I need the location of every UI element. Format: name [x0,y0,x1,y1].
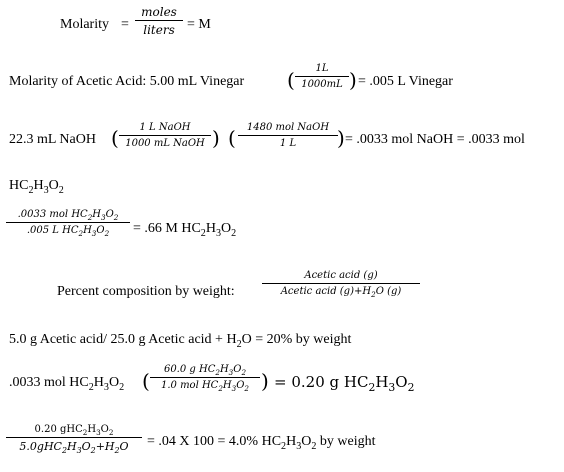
molarity-numerator: moles [141,5,177,19]
molarity-calc-denominator: .005 L $HC_2H_3O_2$ [26,225,110,238]
paren-open: ( [228,126,236,150]
acetic-fraction [295,64,349,90]
mass-lead: .0033 mol $HC_2H_3O_2$ [9,375,125,393]
molarity-fraction [135,6,183,36]
acetic-numerator: 1L [315,63,329,74]
mass-result: = 0.20 g $HC_2H_3O_2$ [274,373,415,394]
naoh-continuation: $HC_2H_3O_2$ [9,178,64,196]
molarity-label: Molarity [60,17,109,32]
molarity-equals-m: = M [187,17,211,32]
weight-line: 5.0 g Acetic acid/ 25.0 g Acetic acid + $H_2O = 20\%$ by weight [9,332,352,350]
final-denominator: $5.0gHC_2H_3O_2+H_2O$ [19,440,129,456]
paren-open: ( [287,68,295,92]
final-result: = .04 X 100 = 4.0% $HC_2H_3O_2$ by weight [147,434,376,452]
naoh-f1-denominator: 1000 mL NaOH [125,138,205,149]
naoh-lead: 22.3 mL NaOH [9,132,96,147]
naoh-f2-denominator: 1 L [279,138,297,149]
mass-denominator: 1.0 mol $HC_2H_3O_2$ [160,380,249,393]
percent-fraction [262,271,420,297]
mass-fraction [150,365,260,391]
paren-open: ( [142,369,150,393]
naoh-f2-numerator: 1480 mol NaOH [246,122,330,133]
paren-close: ) [261,369,269,393]
molarity-calc-result: = .66 M $HC_2H_3O_2$ [133,221,237,239]
naoh-fraction-2 [238,123,338,149]
acetic-text: Molarity of Acetic Acid: 5.00 mL Vinegar [9,74,245,89]
acetic-result: = .005 L Vinegar [358,74,453,89]
molarity-equals: = [121,17,129,32]
paren-open: ( [111,126,119,150]
final-numerator: 0.20 $gHC_2H_3O_2$ [34,424,114,437]
mass-numerator: 60.0 g $HC_2H_3O_2$ [163,364,247,377]
acetic-denominator: 1000mL [301,79,343,90]
naoh-result: = .0033 mol NaOH = .0033 mol [345,132,525,147]
paren-close: ) [212,126,220,150]
paren-close: ) [337,126,345,150]
molarity-calc-numerator: .0033 mol $HC_2H_3O_2$ [17,209,119,222]
final-fraction [6,424,142,456]
naoh-f1-numerator: 1 L NaOH [139,122,191,133]
percent-denominator: Acetic acid $(g)+H_2O$ (g) [280,286,402,299]
molarity-denominator: liters [143,23,175,37]
percent-label: Percent composition by weight: [57,284,235,299]
molarity-calc-fraction [6,210,130,236]
percent-numerator: Acetic acid (g) [304,270,378,281]
paren-close: ) [349,68,357,92]
naoh-fraction-1 [119,123,211,149]
